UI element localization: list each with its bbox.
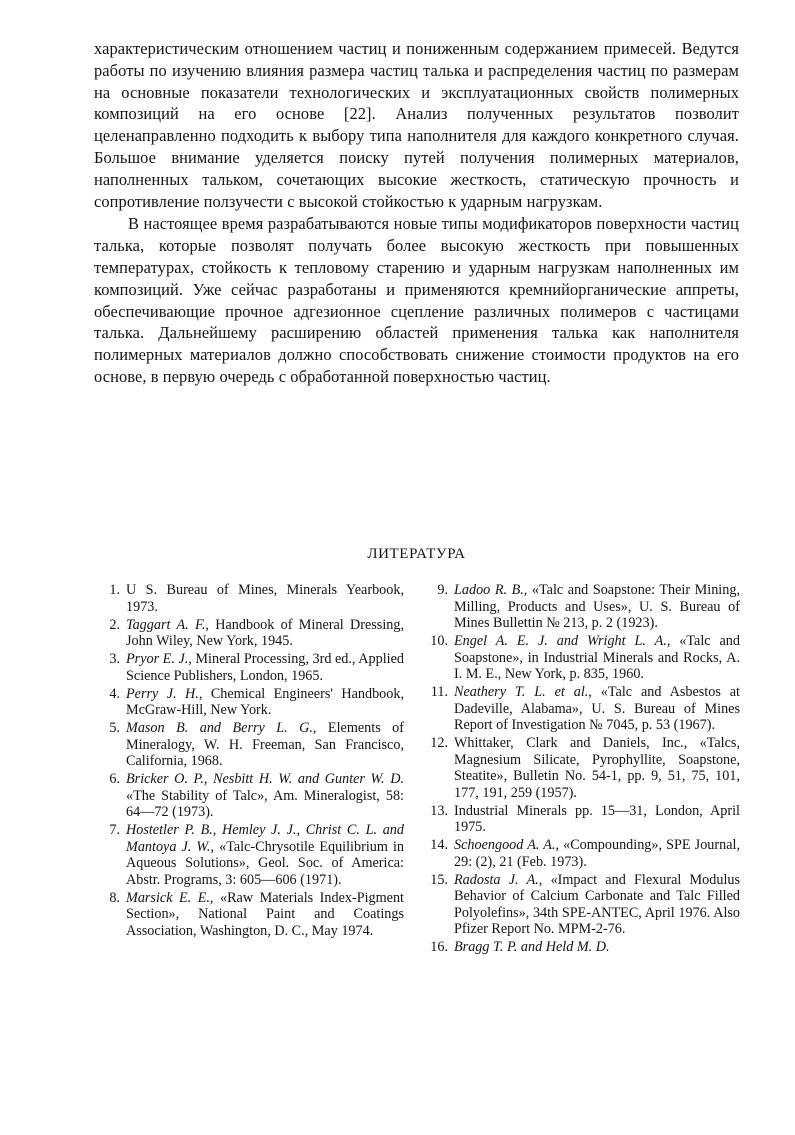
reference-number: 1. <box>109 582 120 598</box>
reference-text: «Compounding», SPE Journal, 29: (2), 21 (Feb. 1973). <box>454 837 741 870</box>
reference-authors: Hostetler P. B., Hemley J. J., Christ C. L. and Mantoya J. W., <box>126 822 404 855</box>
reference-number: 7. <box>109 822 120 838</box>
reference-authors: Neathery T. L. et al., <box>454 684 592 700</box>
reference-number: 15. <box>430 871 448 888</box>
reference-text: Chemical Engineers' Handbook, McGraw-Hill, New York. <box>126 685 404 718</box>
reference-item <box>94 771 404 821</box>
reference-number: 16. <box>430 939 448 955</box>
reference-number: 9. <box>437 582 448 598</box>
reference-authors: Taggart A. F., <box>126 616 209 633</box>
reference-authors: Radosta J. A., <box>454 871 543 888</box>
reference-item <box>94 582 404 615</box>
reference-text: «Talc and Soapstone», in Industrial Minerals and Rocks, A. I. M. E., New York, p. 835, 1960. <box>454 633 740 682</box>
reference-number: 5. <box>109 720 120 736</box>
reference-authors: Perry J. H., <box>126 685 203 702</box>
reference-text: «Talc and Soapstone: Their Mining, Milling, Products and Uses», U. S. Bureau of Mines Bullettin № 213, p. 2 (1923). <box>454 582 740 631</box>
reference-item <box>94 651 404 684</box>
reference-authors: Marsick E. E., <box>126 889 214 906</box>
reference-number: 10. <box>430 633 448 649</box>
references-column-right <box>422 582 740 957</box>
reference-text: Whittaker, Clark and Daniels, Inc., «Talcs, Magnesium Silicate, Pyrophyllite, Soapstone, Steatite», Bulletin No. 54-1, pp. 9, 51, 75, 101, 177, 191, 259 (1957). <box>454 735 740 801</box>
reference-number: 13. <box>430 802 448 819</box>
reference-text: U S. Bureau of Mines, Minerals Yearbook, 1973. <box>126 582 404 615</box>
reference-item <box>94 686 404 719</box>
reference-number: 8. <box>109 889 120 906</box>
reference-number: 2. <box>109 616 120 633</box>
reference-text: «The Stability of Talc», Am. Mineralogist, 58: 64—72 (1973). <box>126 787 404 820</box>
reference-authors: Bragg T. P. and Held M. D. <box>454 939 610 955</box>
reference-number: 6. <box>109 771 120 787</box>
reference-text: Handbook of Mineral Dressing, John Wiley, New York, 1945. <box>126 616 404 649</box>
reference-text: «Talc-Chrysotile Equilibrium in Aqueous Solutions», Geol. Soc. of America: Abstr. Programs, 3: 605—606 (1971). <box>126 838 404 888</box>
reference-authors: Engel A. E. J. and Wright L. A., <box>454 633 671 649</box>
reference-text: Elements of Mineralogy, W. H. Freeman, San Francisco, California, 1968. <box>126 720 404 769</box>
reference-number: 11. <box>430 684 448 700</box>
reference-item <box>94 890 404 940</box>
reference-number: 12. <box>430 735 448 751</box>
reference-text: Mineral Processing, 3rd ed., Applied Science Publishers, London, 1965. <box>126 651 404 684</box>
reference-item <box>422 939 740 956</box>
reference-item <box>422 837 740 870</box>
references-heading: ЛИТЕРАТУРА <box>367 546 466 562</box>
reference-item <box>422 684 740 734</box>
reference-authors: Ladoo R. B., <box>454 582 528 598</box>
reference-number: 4. <box>109 685 120 702</box>
reference-text: «Impact and Flexural Modulus Behavior of Calcium Carbonate and Talc Filled Polyolefins», 34th SPE-ANTEC, April 1976. Also Pfizer Report No. MPM-2-76. <box>454 871 741 937</box>
reference-item <box>422 735 740 801</box>
page <box>94 38 741 955</box>
reference-text: Industrial Minerals pp. 15—31, London, April 1975. <box>454 802 740 835</box>
reference-item <box>94 822 404 888</box>
reference-number: 3. <box>109 651 120 667</box>
reference-text: «Raw Materials Index-Pigment Section», National Paint and Coatings Association, Washington, D. C., May 1974. <box>126 889 405 939</box>
reference-item <box>422 582 740 632</box>
reference-text: «Talc and Asbestos at Dadeville, Alabama», U. S. Bureau of Mines Report of Investigation № 7045, p. 53 (1967). <box>454 684 740 733</box>
reference-authors: Pryor E. J., <box>126 651 192 667</box>
reference-item <box>422 803 740 836</box>
references-column-left <box>94 582 404 941</box>
body-paragraph: характеристическим отношением частиц и пониженным содержанием примесей. Ведутся работы по изучению влияния размера частиц талька и распределения частиц по размерам на основные показатели технологических и эксплуатационных свойств полимерных композиций на его основе [22]. Анализ полученных результатов позволит целенаправленно подходить к выбору типа наполнителя для каждого конкретного случая. Большое внимание уделяется поиску путей получения полимерных материалов, наполненных тальком, сочетающих высокие жесткость, статическую прочность и сопротивление ползучести с высокой стойкостью к ударным нагрузкам. <box>94 39 739 211</box>
reference-authors: Schoengood A. A., <box>454 837 560 853</box>
reference-authors: Mason B. and Berry L. G., <box>126 720 317 736</box>
body-paragraph: В настоящее время разрабатываются новые типы модификаторов поверхности частиц талька, которые позволят получать более высокую жесткость при повышенных температурах, стойкость к тепловому старению и ударным нагрузкам наполненных им композиций. Уже сейчас разработаны и применяются кремнийорганические аппреты, обеспечивающие прочное адгезионное сцепление различных полимеров с частицами талька. Дальнейшему расширению областей применения талька как наполнителя полимерных материалов должно способствовать снижение стоимости продуктов на его основе, в первую очередь с обработанной поверхностью частиц. <box>94 214 739 386</box>
reference-number: 14. <box>430 837 448 853</box>
reference-item <box>422 633 740 683</box>
reference-item <box>94 617 404 650</box>
reference-authors: Bricker O. P., Nesbitt H. W. and Gunter W. D. <box>126 771 404 787</box>
reference-item <box>94 720 404 770</box>
reference-item <box>422 872 740 938</box>
